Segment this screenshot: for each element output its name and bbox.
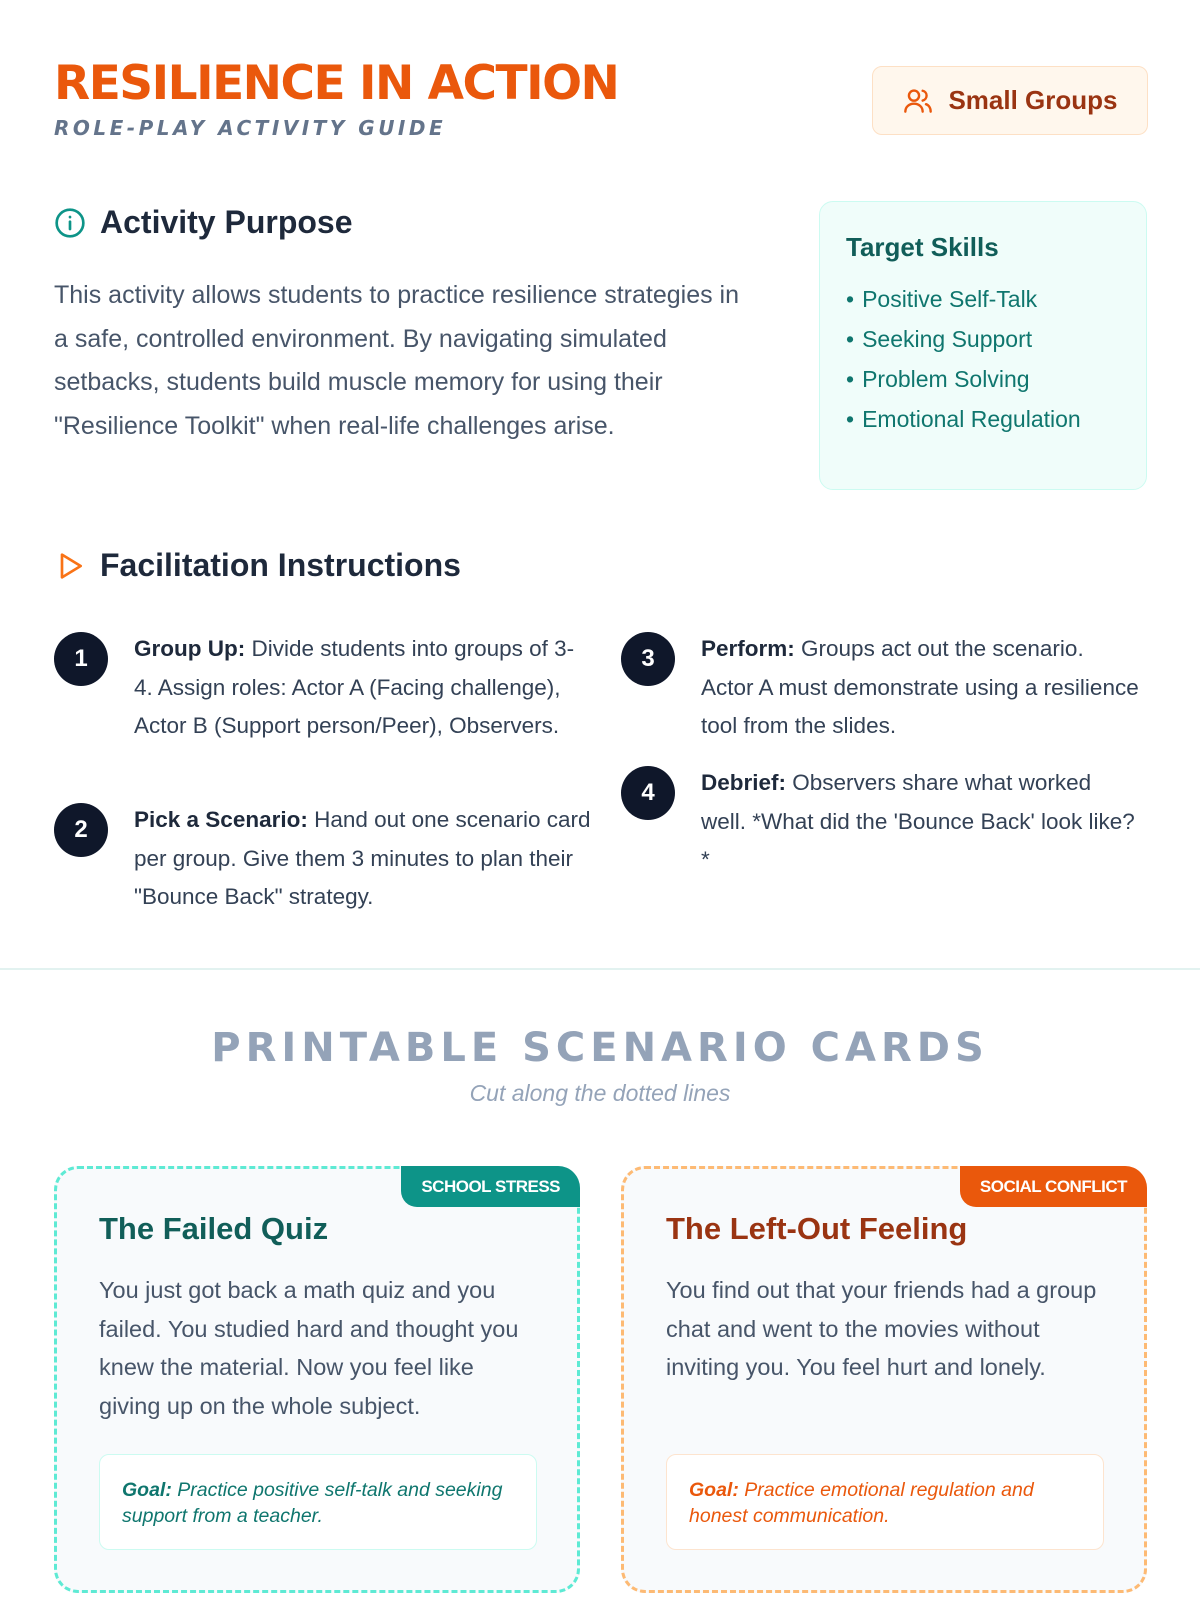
skills-title: Target Skills (846, 232, 999, 262)
card-title: The Failed Quiz (99, 1211, 329, 1246)
facilitation-heading (54, 547, 461, 584)
category-tag: SOCIAL CONFLICT (960, 1166, 1147, 1207)
skill-item: • Problem Solving (846, 359, 1120, 399)
step-number: 3 (621, 632, 675, 686)
step-3 (621, 632, 1141, 746)
step-label: Debrief: (701, 770, 787, 795)
purpose-text: This activity allows students to practice resilience strategies in a safe, controlled environment. By navigating simulated setbacks, students build muscle memory for using their "Resilience Toolkit" when real-life challenges arise. (54, 281, 740, 440)
users-icon (902, 85, 934, 117)
card-text: You find out that your friends had a group chat and went to the movies without inviting you. You feel hurt and lonely. (666, 1277, 1097, 1380)
group-size-badge (872, 66, 1148, 135)
step-number: 2 (54, 803, 108, 857)
badge-label: Small Groups (948, 85, 1118, 115)
page-header (54, 58, 1148, 148)
purpose-heading (54, 204, 353, 241)
skill-item: • Emotional Regulation (846, 399, 1120, 439)
card-goal (99, 1454, 537, 1550)
skill-item: • Positive Self-Talk (846, 279, 1120, 319)
step-label: Group Up: (134, 636, 246, 661)
scenario-card-failed-quiz (54, 1166, 580, 1593)
page-subtitle: ROLE-PLAY ACTIVITY GUIDE (54, 116, 447, 140)
card-goal (666, 1454, 1104, 1550)
step-text (701, 764, 1141, 880)
goal-label: Goal: (122, 1479, 172, 1501)
cards-section-title: PRINTABLE SCENARIO CARDS (211, 1025, 989, 1071)
target-skills-box (819, 201, 1147, 490)
step-number: 1 (54, 632, 108, 686)
info-icon (54, 207, 86, 239)
scenario-card-left-out (621, 1166, 1147, 1593)
step-description: Observers share what worked well. *What did the 'Bounce Back' look like?* (701, 770, 1135, 872)
step-text (134, 801, 594, 917)
step-description: Hand out one scenario card per group. Give them 3 minutes to plan their "Bounce Back" strategy. (134, 807, 591, 909)
step-1 (54, 632, 584, 746)
page-title: RESILIENCE IN ACTION (54, 56, 619, 111)
goal-label: Goal: (689, 1479, 739, 1501)
facilitation-title: Facilitation Instructions (100, 547, 461, 583)
goal-text: Practice positive self-talk and seeking support from a teacher. (122, 1479, 503, 1527)
card-text: You just got back a math quiz and you failed. You studied hard and thought you knew the material. Now you feel like giving up on the whole subject. (99, 1277, 519, 1419)
step-text (701, 630, 1141, 746)
section-divider (0, 968, 1200, 970)
card-title: The Left-Out Feeling (666, 1211, 968, 1246)
skill-item: • Seeking Support (846, 319, 1120, 359)
category-tag: SCHOOL STRESS (401, 1166, 580, 1207)
step-label: Perform: (701, 636, 795, 661)
step-number: 4 (621, 766, 675, 820)
play-icon (54, 550, 86, 582)
skills-list (846, 279, 1120, 439)
goal-text: Practice emotional regulation and honest communication. (689, 1479, 1034, 1527)
step-2 (54, 803, 594, 917)
step-description: Groups act out the scenario. Actor A must demonstrate using a resilience tool from the slides. (701, 636, 1139, 738)
step-label: Pick a Scenario: (134, 807, 308, 832)
step-text (134, 630, 584, 746)
purpose-title: Activity Purpose (100, 204, 353, 240)
step-4 (621, 766, 1141, 880)
cards-section-subtitle: Cut along the dotted lines (469, 1080, 731, 1106)
step-description: Divide students into groups of 3-4. Assign roles: Actor A (Facing challenge), Actor B (Support person/Peer), Observers. (134, 636, 575, 738)
